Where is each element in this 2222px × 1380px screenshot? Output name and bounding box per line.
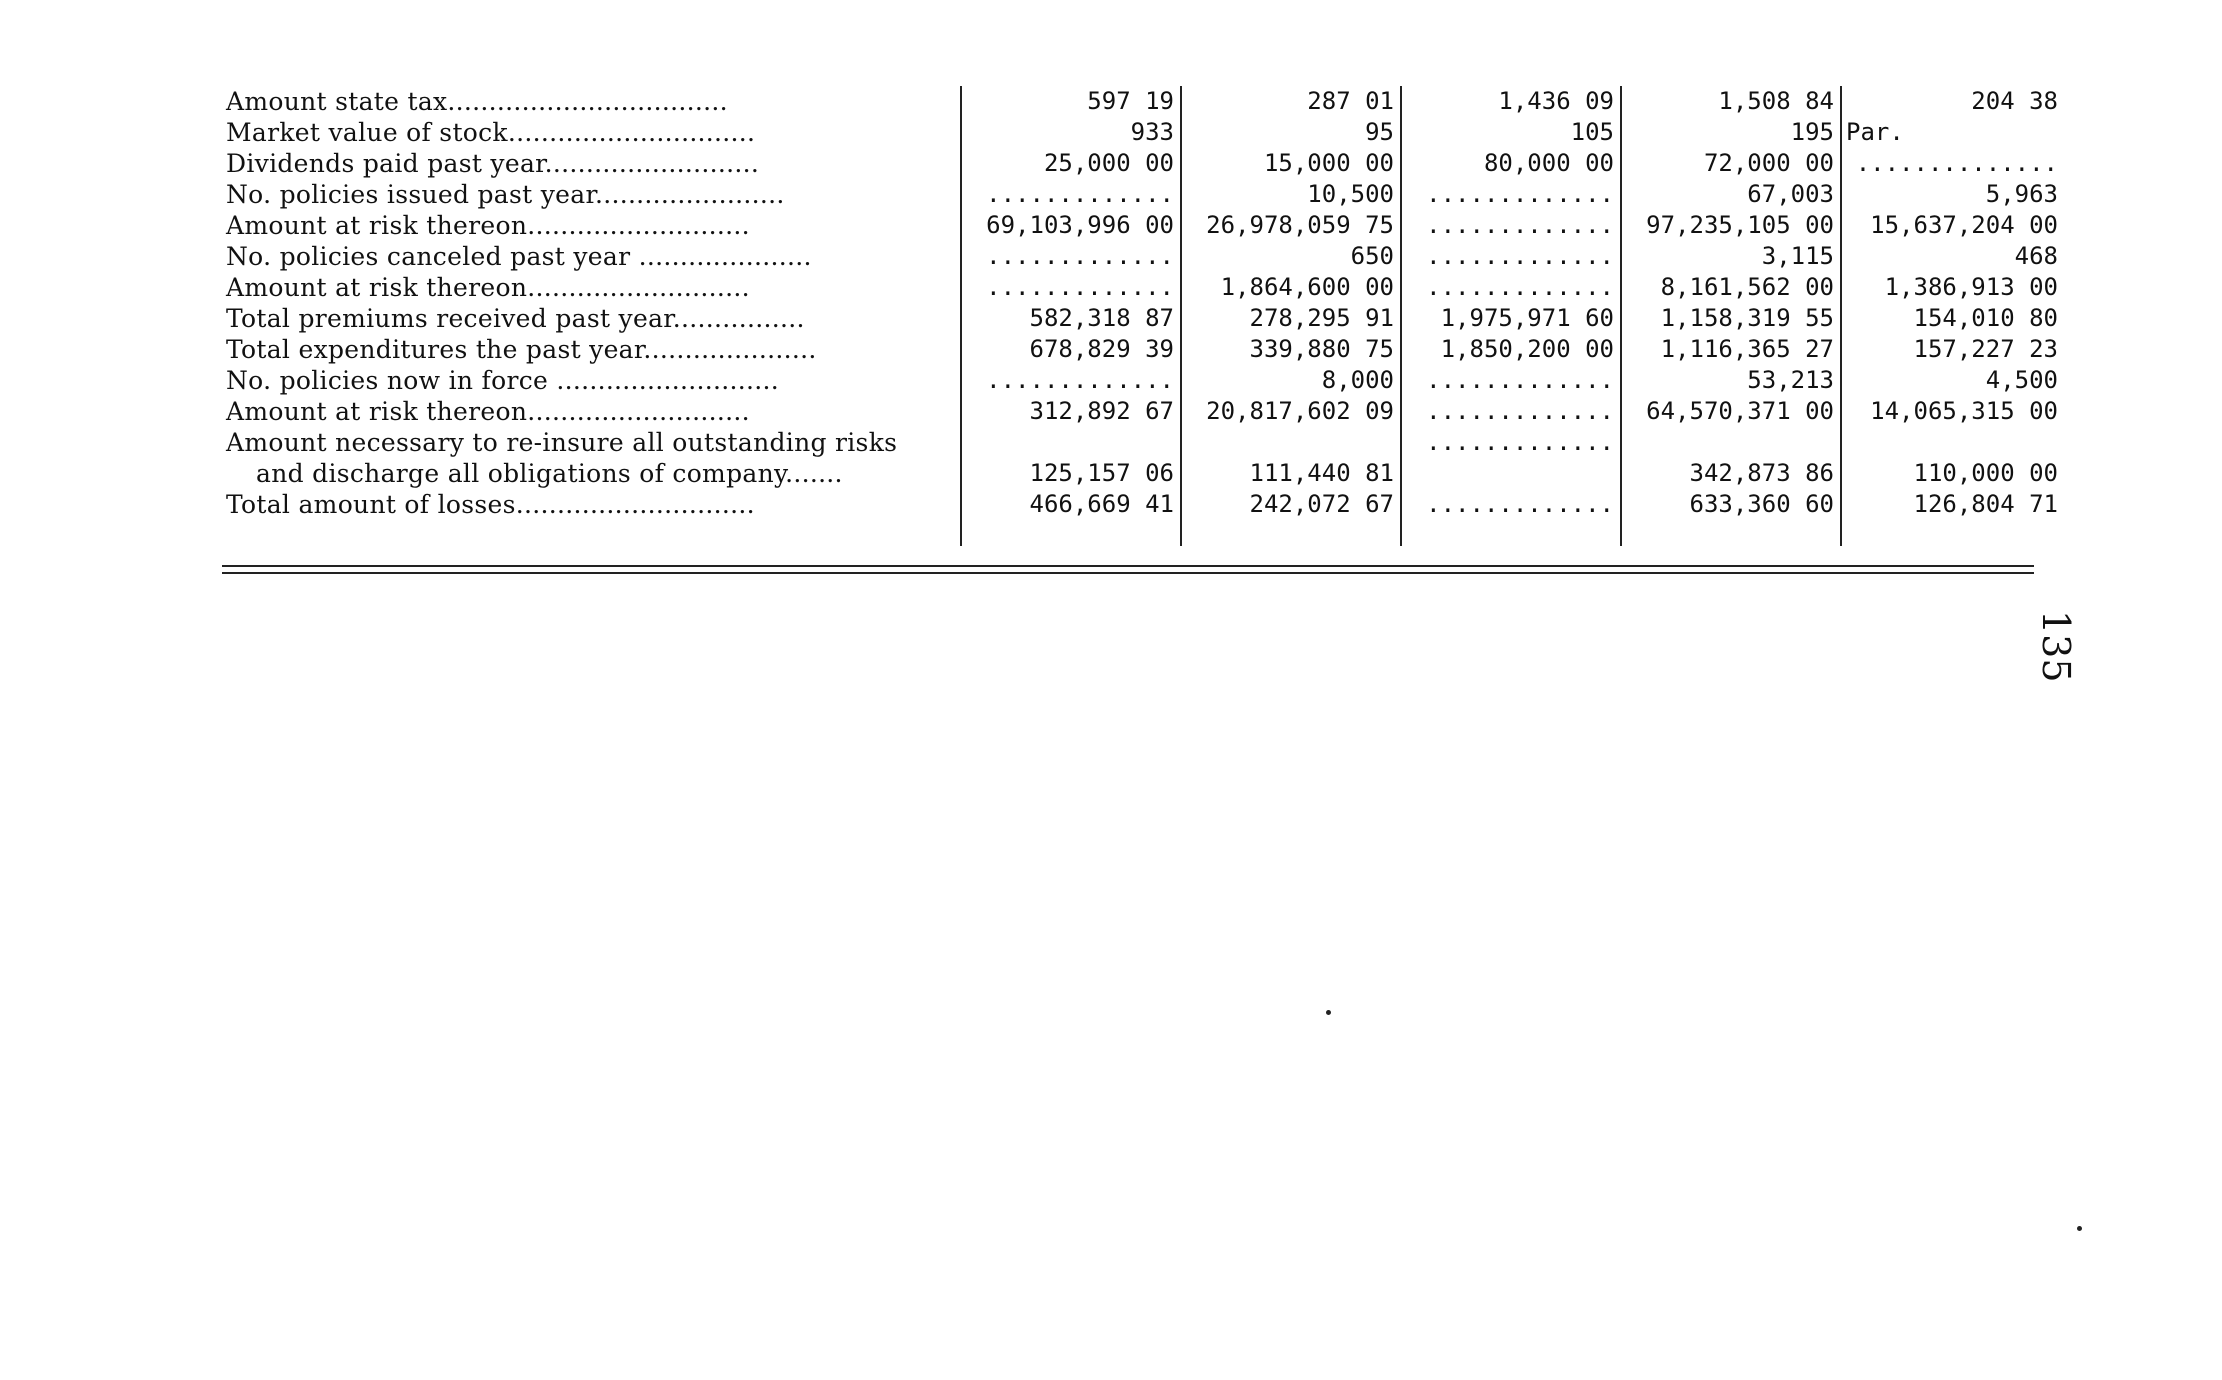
table-row xyxy=(222,365,2064,396)
table-cell: 242,072 67 xyxy=(1181,489,1401,520)
double-rule-bottom xyxy=(222,572,2034,574)
table-row xyxy=(222,117,2064,148)
row-label: Total expenditures the past year..................... xyxy=(222,334,961,365)
table-cell: 195 xyxy=(1621,117,1841,148)
table-cell: ............. xyxy=(1401,272,1621,303)
table-cell: 14,065,315 00 xyxy=(1870,397,2058,425)
table-cell: 97,235,105 00 xyxy=(1621,210,1841,241)
table-cell: 933 xyxy=(961,117,1181,148)
table-cell: 633,360 60 xyxy=(1621,489,1841,520)
table-cell: ............. xyxy=(1401,489,1621,520)
row-label: Amount at risk thereon........................... xyxy=(222,396,961,427)
row-label: No. policies issued past year....................... xyxy=(222,179,961,210)
table-cell: 468 xyxy=(2014,242,2058,270)
table-cell xyxy=(961,427,1181,458)
spacer-cell xyxy=(1401,520,1621,546)
table-cell: ............. xyxy=(961,272,1181,303)
table-cell: 1,850,200 00 xyxy=(1401,334,1621,365)
table-cell: 5,963 xyxy=(1985,180,2058,208)
table-cell: 278,295 91 xyxy=(1181,303,1401,334)
table-cell: 1,436 09 xyxy=(1401,86,1621,117)
table-cell: 10,500 xyxy=(1181,179,1401,210)
table-cell: ............. xyxy=(961,179,1181,210)
table-cell: 3,115 xyxy=(1621,241,1841,272)
table-cell: 1,386,913 00 xyxy=(1884,273,2058,301)
table-cell: ............. xyxy=(1401,427,1621,458)
row-label: Amount necessary to re-insure all outstanding risks xyxy=(222,427,961,458)
table-row xyxy=(222,427,2064,458)
table-row xyxy=(222,179,2064,210)
table-cell: 1,864,600 00 xyxy=(1181,272,1401,303)
table-cell: 1,975,971 60 xyxy=(1401,303,1621,334)
insurance-statistics-table xyxy=(222,86,2064,546)
table-cell: 312,892 67 xyxy=(961,396,1181,427)
table-cell: 25,000 00 xyxy=(961,148,1181,179)
table-cell: 1,116,365 27 xyxy=(1621,334,1841,365)
spacer-cell xyxy=(961,520,1181,546)
table-cell: 126,804 71 xyxy=(1913,490,2058,518)
table-cell: 64,570,371 00 xyxy=(1621,396,1841,427)
table-cell: 80,000 00 xyxy=(1401,148,1621,179)
table-cell: Par. xyxy=(1846,118,1904,146)
table-cell: ............. xyxy=(1401,365,1621,396)
table-cell: 582,318 87 xyxy=(961,303,1181,334)
table-cell: 8,000 xyxy=(1181,365,1401,396)
table-row xyxy=(222,334,2064,365)
row-label: Amount state tax.................................. xyxy=(222,86,961,117)
table-cell: .............. xyxy=(1855,149,2058,177)
table-row xyxy=(222,210,2064,241)
row-label: Total amount of losses............................. xyxy=(222,489,961,520)
table-row xyxy=(222,148,2064,179)
table-cell: 287 01 xyxy=(1181,86,1401,117)
row-label: Total premiums received past year................ xyxy=(222,303,961,334)
row-label: Dividends paid past year.......................... xyxy=(222,148,961,179)
row-label: No. policies now in force ........................... xyxy=(222,365,961,396)
table-cell: 157,227 23 xyxy=(1913,335,2058,363)
table-cell: ............. xyxy=(961,241,1181,272)
table-cell: 650 xyxy=(1181,241,1401,272)
table-cell: 110,000 00 xyxy=(1913,459,2058,487)
table-cell: 72,000 00 xyxy=(1621,148,1841,179)
row-label: Amount at risk thereon........................... xyxy=(222,272,961,303)
table-cell: 678,829 39 xyxy=(961,334,1181,365)
table-cell: 69,103,996 00 xyxy=(961,210,1181,241)
spacer-cell xyxy=(1621,520,1841,546)
table-row xyxy=(222,396,2064,427)
table-row xyxy=(222,86,2064,117)
spacer-cell xyxy=(1181,520,1401,546)
table-cell: 15,637,204 00 xyxy=(1870,211,2058,239)
table-cell: ............. xyxy=(1401,396,1621,427)
table-cell: 1,508 84 xyxy=(1621,86,1841,117)
table-cell xyxy=(1181,427,1401,458)
table-cell: 4,500 xyxy=(1985,366,2058,394)
table-bottom-spacer xyxy=(222,520,2064,546)
table-cell: 597 19 xyxy=(961,86,1181,117)
table-cell: 204 38 xyxy=(1971,87,2058,115)
spacer-cell xyxy=(222,520,961,546)
table-cell: 339,880 75 xyxy=(1181,334,1401,365)
row-label: Market value of stock.............................. xyxy=(222,117,961,148)
table-cell: 154,010 80 xyxy=(1913,304,2058,332)
table-cell: 20,817,602 09 xyxy=(1181,396,1401,427)
table-cell: 26,978,059 75 xyxy=(1181,210,1401,241)
table-row xyxy=(222,241,2064,272)
table-cell: 53,213 xyxy=(1621,365,1841,396)
table-row xyxy=(222,303,2064,334)
table-cell: 105 xyxy=(1401,117,1621,148)
table-row xyxy=(222,489,2064,520)
table-cell: 111,440 81 xyxy=(1181,458,1401,489)
table-cell: ............. xyxy=(1401,241,1621,272)
table-cell: 15,000 00 xyxy=(1181,148,1401,179)
table-cell: 67,003 xyxy=(1621,179,1841,210)
table-cell: 125,157 06 xyxy=(961,458,1181,489)
table-cell: 8,161,562 00 xyxy=(1621,272,1841,303)
table-cell: 1,158,319 55 xyxy=(1621,303,1841,334)
table-cell: 342,873 86 xyxy=(1621,458,1841,489)
page-number: 135 xyxy=(2034,610,2078,683)
table-cell: 95 xyxy=(1181,117,1401,148)
table-cell: ............. xyxy=(1401,210,1621,241)
double-rule-top xyxy=(222,565,2034,567)
table-cell xyxy=(1401,458,1621,489)
row-label: Amount at risk thereon........................... xyxy=(222,210,961,241)
table-cell: ............. xyxy=(1401,179,1621,210)
row-label: No. policies canceled past year ..................... xyxy=(222,241,961,272)
ink-speck xyxy=(1326,1010,1331,1015)
table-row xyxy=(222,458,2064,489)
table-cell: 466,669 41 xyxy=(961,489,1181,520)
spacer-cell xyxy=(1841,520,2064,546)
table-cell xyxy=(1621,427,1841,458)
table-cell: ............. xyxy=(961,365,1181,396)
ink-speck xyxy=(2077,1226,2082,1231)
row-label: and discharge all obligations of company....... xyxy=(222,458,961,489)
table-cell xyxy=(1841,427,2064,458)
table-row xyxy=(222,272,2064,303)
